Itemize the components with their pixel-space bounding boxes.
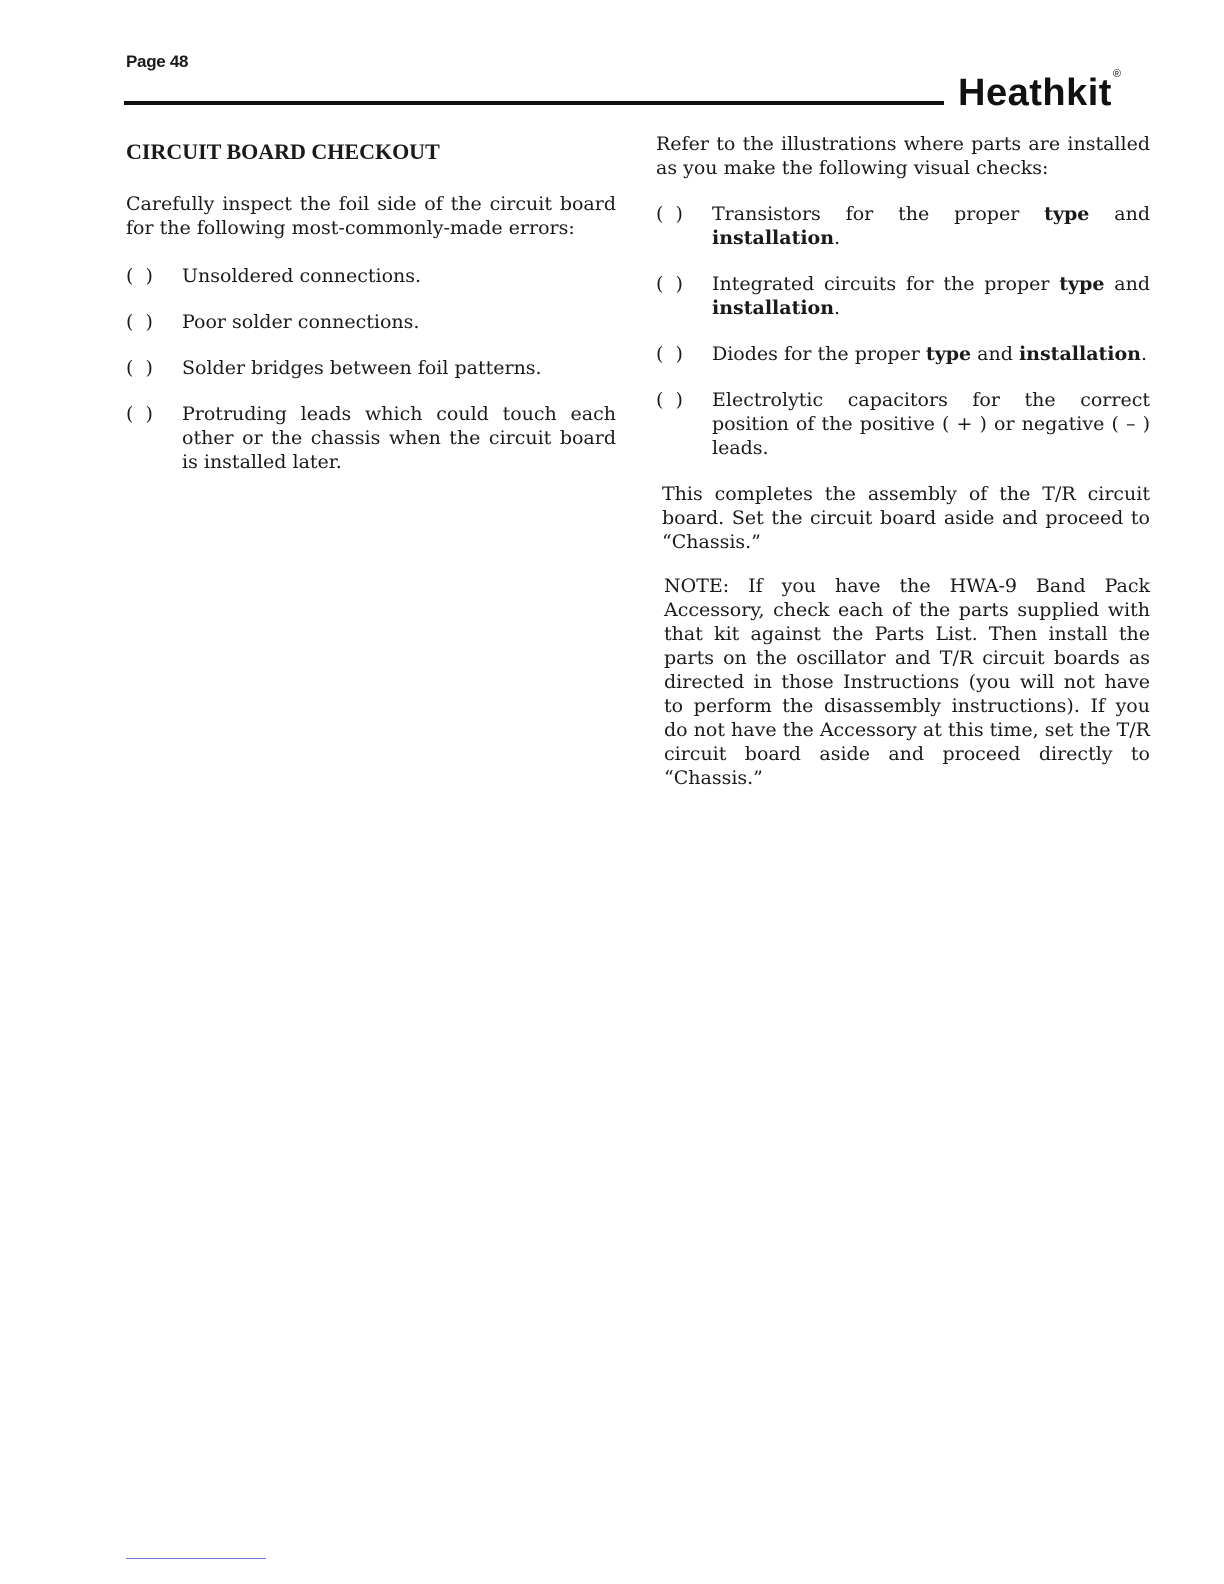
checklist-text: Unsoldered connections. [182, 265, 422, 287]
checkbox[interactable]: ( ) [126, 311, 153, 333]
checkbox[interactable]: ( ) [656, 273, 683, 295]
checklist-item [126, 310, 616, 334]
completion-paragraph: This completes the assembly of the T/R circuit board. Set the circuit board aside and proceed to “Chassis.” [662, 483, 1150, 553]
checklist-item [126, 402, 616, 474]
checklist-text: Solder bridges between foil patterns. [182, 357, 542, 379]
right-intro: Refer to the illustrations where parts are installed as you make the following visual checks: [656, 133, 1150, 179]
checklist-item [656, 342, 1150, 366]
note-paragraph: NOTE: If you have the HWA-9 Band Pack Accessory, check each of the parts supplied with that kit against the Parts List. Then install the parts on the oscillator and T/R circuit boards as directed in those Instructions (you will not have to perform the disassembly instructions). If you do not have the Accessory at this time, set the T/R circuit board aside and proceed directly to “Chassis.” [664, 575, 1150, 789]
section-title: CIRCUIT BOARD CHECKOUT [126, 139, 440, 164]
checkbox[interactable]: ( ) [656, 343, 683, 365]
checkbox[interactable]: ( ) [656, 389, 683, 411]
left-intro: Carefully inspect the foil side of the circuit board for the following most-commonly-made errors: [126, 193, 616, 239]
checklist-item [126, 264, 616, 288]
checkbox[interactable]: ( ) [656, 203, 683, 225]
checklist-item [656, 202, 1150, 250]
page-number: Page 48 [126, 52, 189, 71]
checklist-item [126, 356, 616, 380]
checklist-item [656, 388, 1150, 460]
checkbox[interactable]: ( ) [126, 265, 153, 287]
brand-name: Heathkit [958, 72, 1112, 114]
checklist-text: Poor solder connections. [182, 311, 420, 333]
checklist-text: Diodes for the proper type and installation. [712, 343, 1148, 365]
registered-mark: ® [1112, 68, 1122, 80]
checkbox[interactable]: ( ) [126, 357, 153, 379]
left-column [126, 138, 616, 496]
checkbox[interactable]: ( ) [126, 403, 153, 425]
checklist-item [656, 272, 1150, 320]
checklist-text: Transistors for the proper type and installation. [712, 203, 1150, 249]
checklist-text: Integrated circuits for the proper type and installation. [712, 273, 1150, 319]
brand-logo [958, 68, 1122, 115]
checklist-text: Protruding leads which could touch each other or the chassis when the circuit board is installed later. [182, 403, 616, 473]
footer-line [126, 1558, 266, 1559]
checklist-text: Electrolytic capacitors for the correct position of the positive ( + ) or negative ( – ) leads. [712, 389, 1150, 459]
header-rule [124, 101, 944, 105]
right-column [656, 132, 1150, 790]
